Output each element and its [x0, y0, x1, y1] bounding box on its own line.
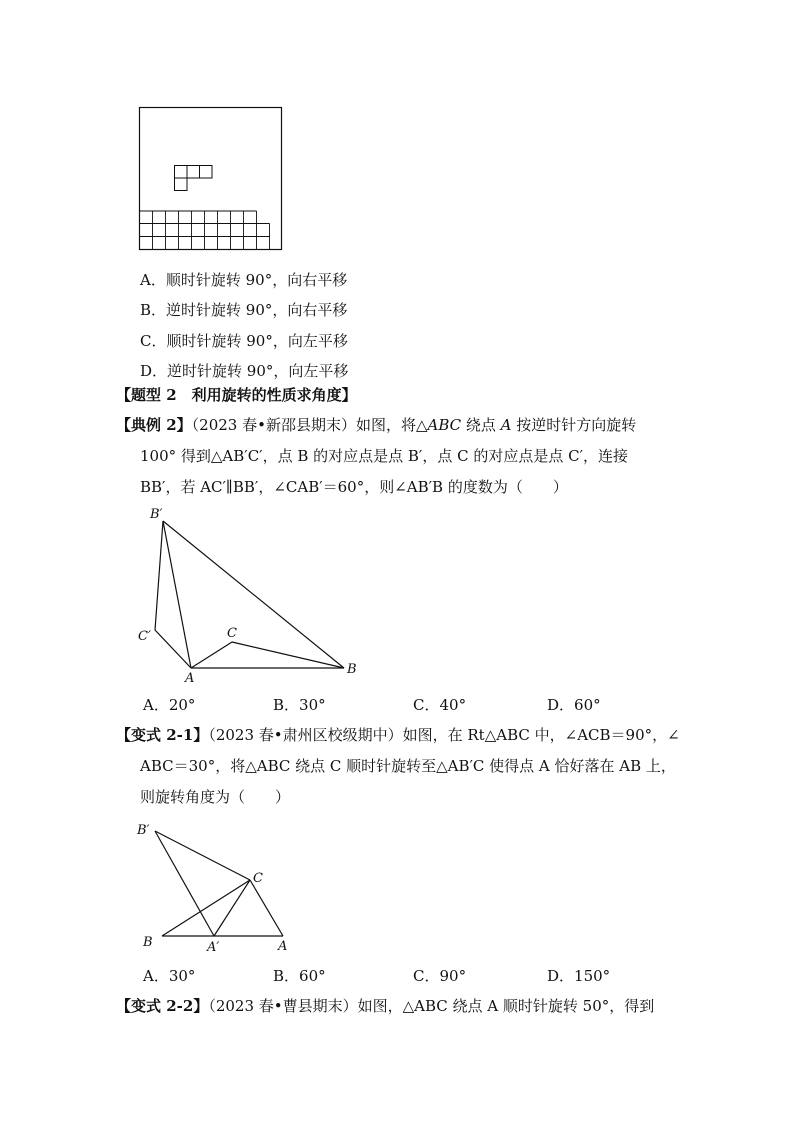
example2-line2: 100° 得到△AB′C′，点 B 的对应点是点 B′，点 C 的对应点是点 C′，连接 [140, 447, 629, 465]
section-heading: 【题型 2 利用旋转的性质求角度】 [116, 386, 357, 404]
option-b: B．逆时针旋转 90°，向右平移 [140, 301, 348, 319]
label-c: C [227, 626, 237, 641]
option-d: D．60° [547, 696, 601, 714]
label-b: B [347, 662, 357, 677]
option-a: A．顺时针旋转 90°，向右平移 [140, 271, 348, 289]
variant21-line1: 【变式 2-1】（2023 春•肃州区校级期中）如图，在 Rt△ABC 中，∠ACB＝90°，∠ [116, 726, 680, 744]
variant21-line3: 则旋转角度为（ ） [140, 788, 291, 806]
option-b: B．30° [273, 696, 326, 714]
option-a: A．20° [143, 696, 196, 714]
option-c: C．90° [413, 967, 467, 985]
example2-line3: BB′，若 AC′∥BB′，∠CAB′＝60°，则∠AB′B 的度数为（ ） [140, 478, 568, 496]
option-d: D．逆时针旋转 90°，向左平移 [140, 362, 349, 380]
label-b-prime: B′ [150, 507, 163, 522]
variant21-line2: ABC＝30°，将△ABC 绕点 C 顺时针旋转至△AB′C 使得点 A 恰好落在 AB 上， [140, 757, 676, 775]
label-a: A [185, 671, 195, 686]
option-b: B．60° [273, 967, 326, 985]
variant21-options [0, 966, 794, 988]
example2-line1: 【典例 2】（2023 春•新邵县期末）如图，将△ABC 绕点 A 按逆时针方向旋转 [116, 416, 637, 434]
variant22-line1: 【变式 2-2】（2023 春•曹县期末）如图，△ABC 绕点 A 顺时针旋转 50°，得到 [116, 997, 655, 1015]
option-c: C．40° [413, 696, 467, 714]
label-c: C [253, 871, 263, 886]
label-a: A [278, 939, 288, 954]
option-d: D．150° [547, 967, 611, 985]
option-c: C．顺时针旋转 90°，向左平移 [140, 332, 348, 350]
label-a-prime: A′ [207, 940, 220, 955]
label-c-prime: C′ [138, 629, 151, 644]
option-a: A．30° [143, 967, 196, 985]
label-b: B [143, 935, 153, 950]
label-b-prime: B′ [137, 823, 150, 838]
